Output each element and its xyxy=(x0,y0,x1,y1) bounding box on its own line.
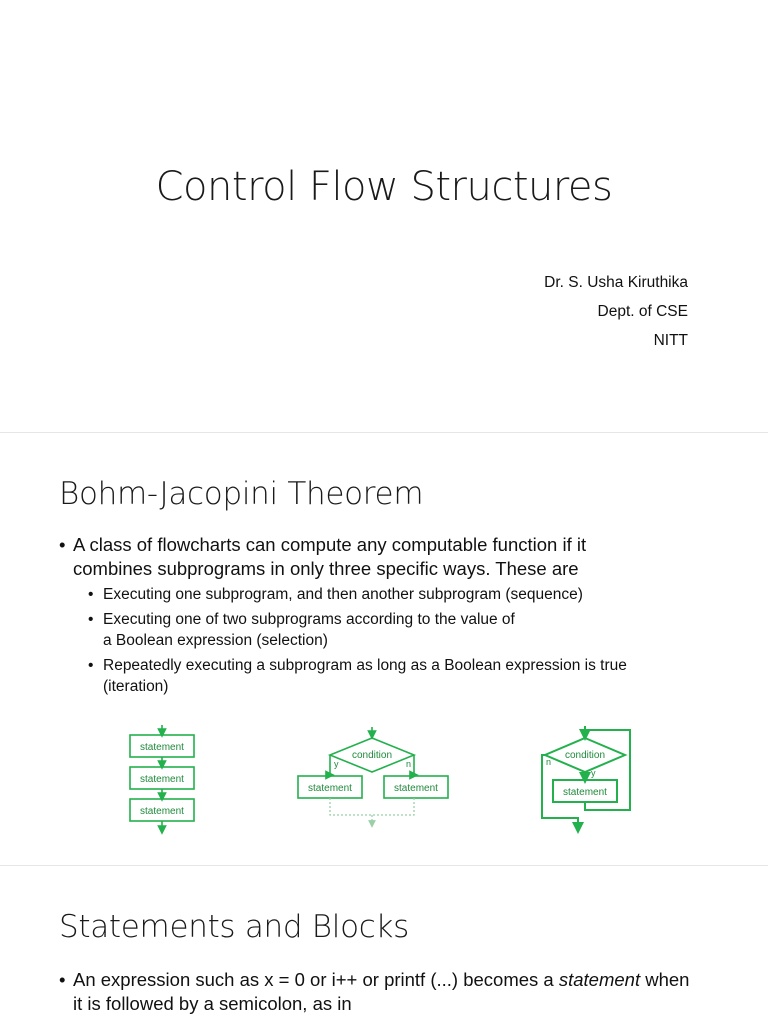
selection-box-label: statement xyxy=(394,783,438,794)
bullet-text-pre: An expression such as x = 0 or i++ or printf (...) becomes a xyxy=(73,969,559,990)
bullet-glyph: • xyxy=(88,586,94,603)
selection-box-label: statement xyxy=(308,783,352,794)
author-name: Dr. S. Usha Kiruthika xyxy=(544,274,688,291)
slide-divider xyxy=(0,432,768,433)
bullet-glyph: • xyxy=(59,534,66,555)
bullet-glyph: • xyxy=(59,969,66,990)
author-block xyxy=(544,268,688,355)
slide-title: Control Flow Structures xyxy=(155,164,613,210)
iteration-diagram xyxy=(542,726,630,830)
control-structure-diagrams xyxy=(0,720,768,840)
bullet-item xyxy=(59,533,586,581)
condition-label: condition xyxy=(564,750,606,761)
bullet-text-line1 xyxy=(73,968,759,992)
sub-bullet-item xyxy=(88,609,515,651)
sub-bullet-line1: Executing one of two subprograms according to the value of xyxy=(103,611,515,628)
sequence-box-label: statement xyxy=(140,806,184,817)
slide-heading: Statements and Blocks xyxy=(59,909,410,945)
no-label: n xyxy=(546,757,552,767)
sequence-box-label: statement xyxy=(140,742,184,753)
sub-bullet-line2: (iteration) xyxy=(103,678,169,695)
slide-divider xyxy=(0,865,768,866)
slide-heading: Bohm-Jacopini Theorem xyxy=(59,476,424,512)
sub-bullet-line1: Executing one subprogram, and then another subprogram (sequence) xyxy=(103,586,583,603)
iteration-box-label: statement xyxy=(563,787,607,798)
bullet-text-line1: A class of flowcharts can compute any computable function if it xyxy=(73,534,587,555)
bullet-glyph: • xyxy=(88,657,94,674)
author-institute: NITT xyxy=(653,332,688,349)
yes-label: y xyxy=(334,759,339,769)
bullet-text-emphasis: statement xyxy=(558,969,641,990)
sub-bullet-item xyxy=(88,584,583,605)
condition-label: condition xyxy=(351,750,393,761)
bullet-text-post: when xyxy=(640,969,690,990)
sequence-box-label: statement xyxy=(140,774,184,785)
bullet-text-line2: combines subprograms in only three specific ways. These are xyxy=(73,558,579,579)
bullet-text-line2: it is followed by a semicolon, as in xyxy=(73,993,352,1014)
selection-merge xyxy=(330,798,414,824)
sub-bullet-line2: a Boolean expression (selection) xyxy=(103,632,328,649)
bullet-glyph: • xyxy=(88,611,94,628)
bullet-item xyxy=(59,968,759,1016)
author-dept: Dept. of CSE xyxy=(597,303,688,320)
title-slide xyxy=(0,0,768,432)
sub-bullet-item xyxy=(88,655,627,697)
yes-label: y xyxy=(591,768,596,778)
no-label: n xyxy=(406,759,412,769)
sub-bullet-line1: Repeatedly executing a subprogram as long as a Boolean expression is true xyxy=(103,657,627,674)
